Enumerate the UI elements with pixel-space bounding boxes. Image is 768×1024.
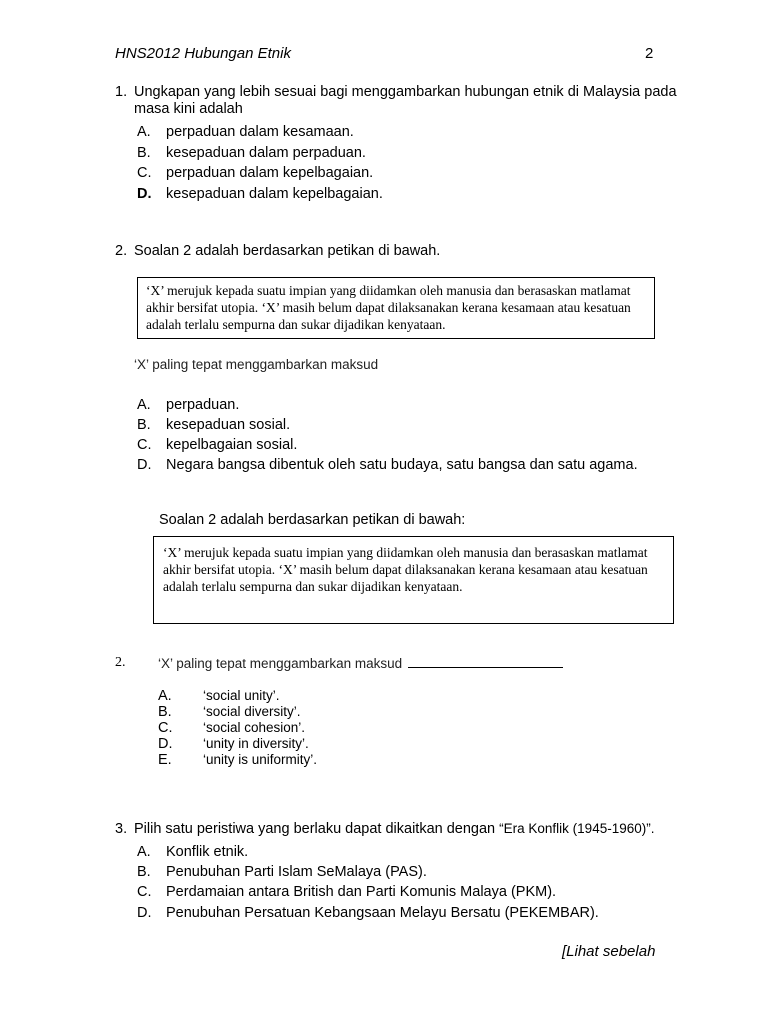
q3-quote: “Era Konflik (1945-1960)”. <box>499 821 655 836</box>
q3-option-a-text: Konflik etnik. <box>166 844 249 860</box>
q1-option-a-letter: A. <box>137 124 151 140</box>
q3-option-a-letter: A. <box>137 844 151 860</box>
q2b-option-b-letter: B. <box>158 704 172 720</box>
q2b-stem-line <box>158 655 563 671</box>
q2b-passage-line2: akhir bersifat utopia. ‘X’ masih belum dapat dilaksanakan kerana kesamaan atau kesatuan <box>163 562 648 577</box>
page-number: 2 <box>645 45 654 62</box>
q3-option-d-letter: D. <box>137 905 152 921</box>
q3-option-d-text: Penubuhan Persatuan Kebangsaan Melayu Bersatu (PEKEMBAR). <box>166 905 599 921</box>
q2b-option-e-text: ‘unity is uniformity’. <box>203 752 318 767</box>
q2b-option-b-text: ‘social diversity’. <box>203 704 301 719</box>
q2b-option-d-text: ‘unity in diversity’. <box>203 736 309 751</box>
q1-number: 1. <box>115 84 128 100</box>
q2b-option-a-text: ‘social unity’. <box>203 688 280 703</box>
q1-text-line1: Ungkapan yang lebih sesuai bagi menggambarkan hubungan etnik di Malaysia pada <box>134 84 677 100</box>
q2-intro: Soalan 2 adalah berdasarkan petikan di bawah. <box>134 243 441 259</box>
q2b-option-c-text: ‘social cohesion’. <box>203 720 306 735</box>
q2-option-c-text: kepelbagaian sosial. <box>166 437 298 453</box>
q3-option-b-text: Penubuhan Parti Islam SeMalaya (PAS). <box>166 864 427 880</box>
q1-text-line2: masa kini adalah <box>134 101 243 117</box>
q2-option-b-letter: B. <box>137 417 151 433</box>
q1-option-a-text: perpaduan dalam kesamaan. <box>166 124 354 140</box>
q2b-number: 2. <box>115 655 126 670</box>
q2b-passage-line1: ‘X’ merujuk kepada suatu impian yang diidamkan oleh manusia dan berasaskan matlamat <box>163 545 648 560</box>
turn-over-note: [Lihat sebelah <box>562 943 656 960</box>
q2-option-b-text: kesepaduan sosial. <box>166 417 291 433</box>
q2-passage-line1: ‘X’ merujuk kepada suatu impian yang diidamkan oleh manusia dan berasaskan matlamat <box>146 283 631 298</box>
q2b-option-e-letter: E. <box>158 752 172 768</box>
q2b-passage-line3: adalah terlalu sempurna dan sukar dijadikan kenyataan. <box>163 579 463 594</box>
q2b-answer-blank <box>408 655 563 668</box>
course-header: HNS2012 Hubungan Etnik <box>115 45 291 62</box>
q2b-option-a-letter: A. <box>158 688 172 704</box>
q2b-stem: ‘X’ paling tepat menggambarkan maksud <box>158 656 403 671</box>
q1-option-c-letter: C. <box>137 165 152 181</box>
q2b-option-c-letter: C. <box>158 720 173 736</box>
q2-passage-line2: akhir bersifat utopia. ‘X’ masih belum dapat dilaksanakan kerana kesamaan atau kesatuan <box>146 300 631 315</box>
q3-option-c-text: Perdamaian antara British dan Parti Komunis Malaya (PKM). <box>166 884 557 900</box>
q2-option-a-text: perpaduan. <box>166 397 240 413</box>
q2-passage-line3: adalah terlalu sempurna dan sukar dijadikan kenyataan. <box>146 317 446 332</box>
q3-option-c-letter: C. <box>137 884 152 900</box>
q3-text-line <box>134 821 654 837</box>
q1-option-b-text: kesepaduan dalam perpaduan. <box>166 145 366 161</box>
q2-stem: ‘X’ paling tepat menggambarkan maksud <box>134 357 379 372</box>
q2-option-d-letter: D. <box>137 457 152 473</box>
q3-text: Pilih satu peristiwa yang berlaku dapat dikaitkan dengan <box>134 821 496 837</box>
q2-number: 2. <box>115 243 128 259</box>
q3-option-b-letter: B. <box>137 864 151 880</box>
q3-number: 3. <box>115 821 128 837</box>
q1-option-d-text: kesepaduan dalam kepelbagaian. <box>166 186 383 202</box>
q1-option-d-letter: D. <box>137 186 152 202</box>
q2-option-d-text: Negara bangsa dibentuk oleh satu budaya, satu bangsa dan satu agama. <box>166 457 638 473</box>
q1-option-b-letter: B. <box>137 145 151 161</box>
q1-option-c-text: perpaduan dalam kepelbagaian. <box>166 165 374 181</box>
q2b-intro: Soalan 2 adalah berdasarkan petikan di bawah: <box>159 512 466 528</box>
q2b-option-d-letter: D. <box>158 736 173 752</box>
q2-option-a-letter: A. <box>137 397 151 413</box>
q2-option-c-letter: C. <box>137 437 152 453</box>
